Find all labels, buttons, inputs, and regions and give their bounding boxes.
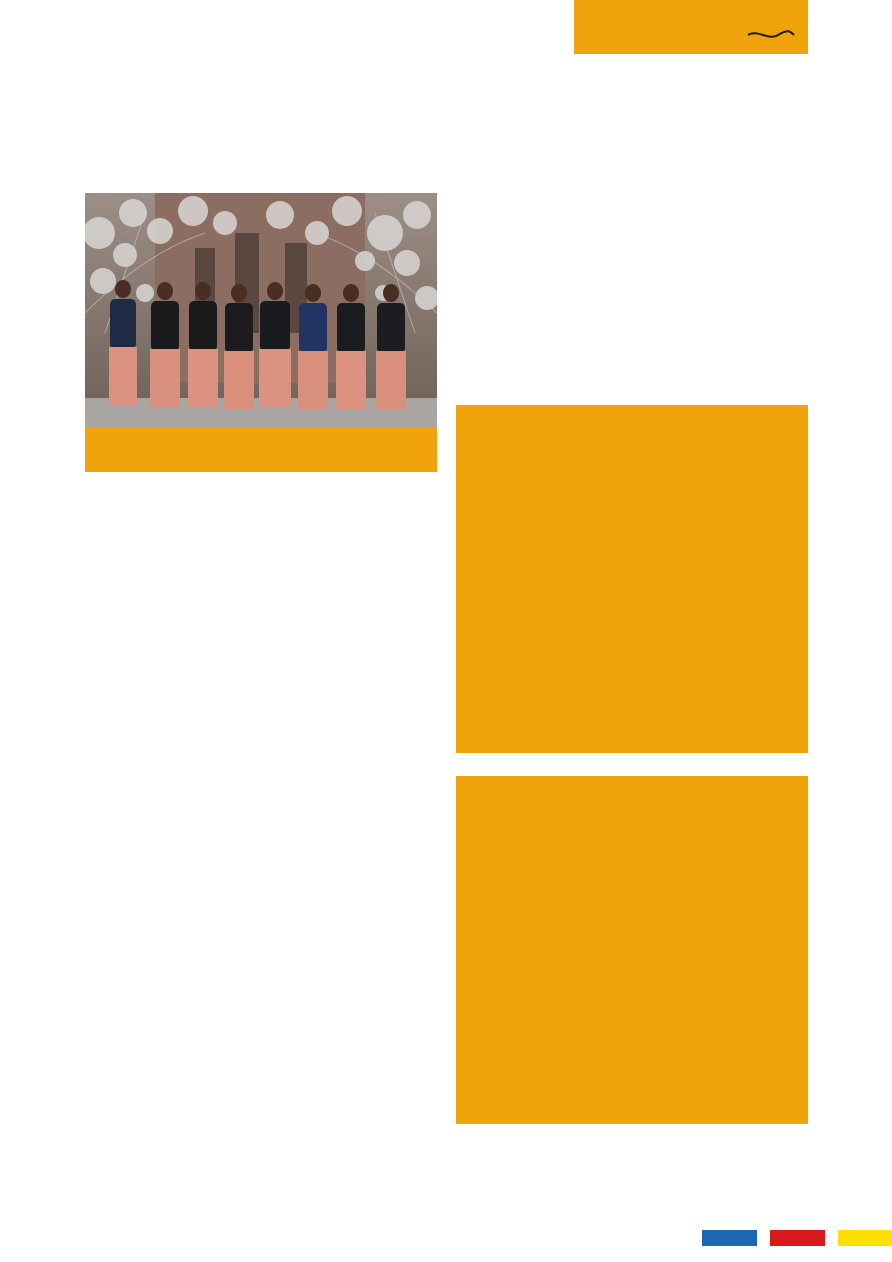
photo-caption bbox=[85, 427, 437, 472]
goals-box bbox=[456, 776, 808, 1124]
photo-sisters bbox=[85, 193, 437, 427]
section-tag bbox=[574, 0, 808, 54]
color-bar-blue bbox=[702, 1230, 757, 1246]
photo-illustration bbox=[85, 193, 437, 427]
color-bar-yellow bbox=[838, 1230, 892, 1246]
swash-decoration bbox=[746, 27, 796, 43]
timeline-box bbox=[456, 405, 808, 753]
page-number bbox=[770, 1230, 825, 1246]
